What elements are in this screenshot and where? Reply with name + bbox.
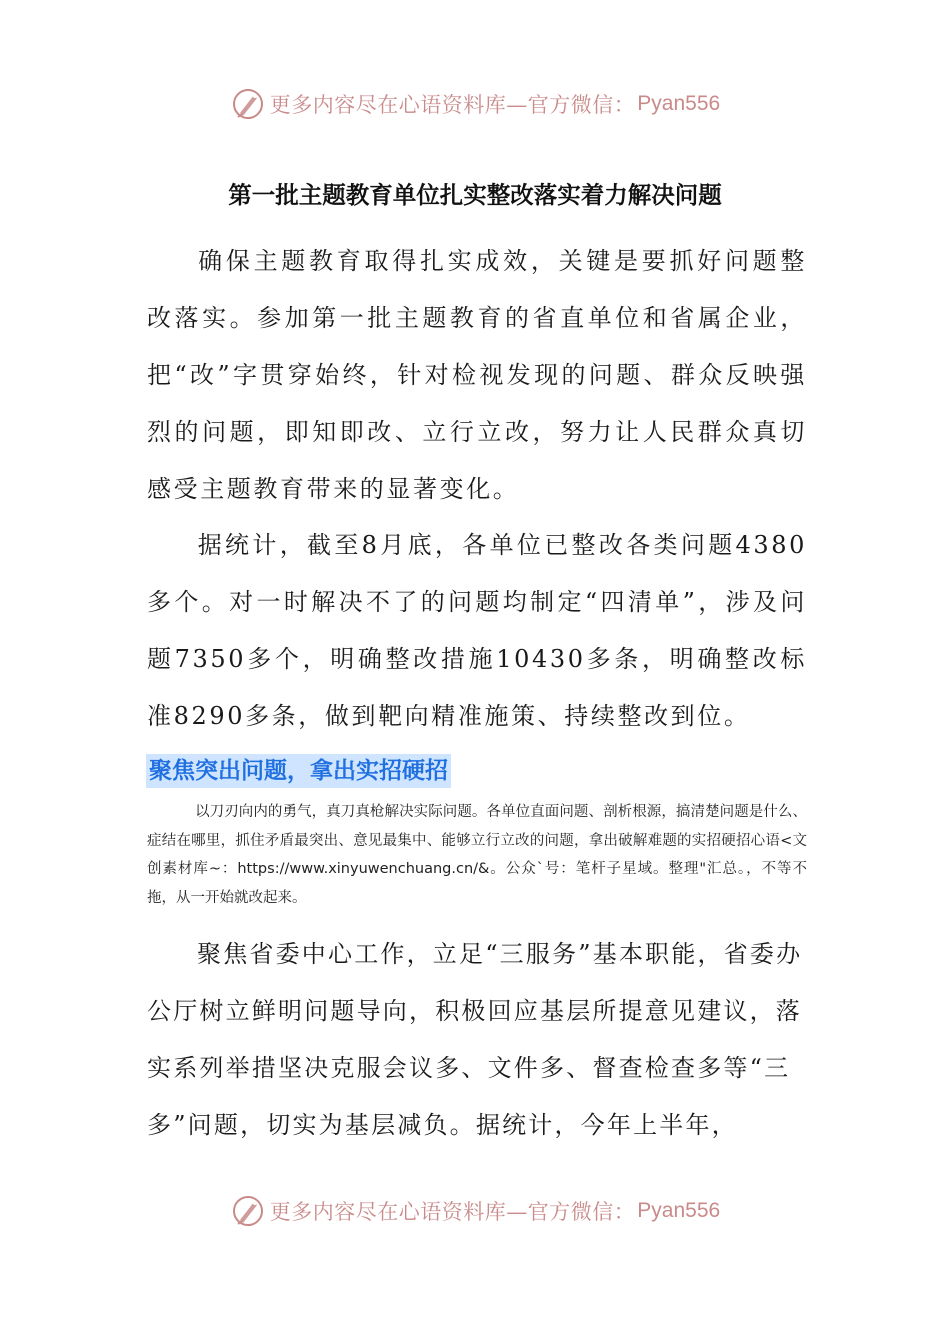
banner-text: 更多内容尽在心语资料库—官方微信：: [269, 93, 636, 117]
banner-wechat-handle: Pyan556: [637, 1199, 721, 1222]
paragraph-2-text: 据统计，截至8月底，各单位已整改各类问题4380多个。对一时解决不了的问题均制定“四清单”，涉及问题7350多个，明确整改措施10430多条，明确整改标准8290多条，做到靶向精准施策、持续整改到位。: [147, 531, 807, 730]
paragraph-4-text: 聚焦省委中心工作，立足“三服务”基本职能，省委办公厅树立鲜明问题导向，积极回应基层所提意见建议，落实系列举措坚决克服会议多、文件多、督查检查多等“三多”问题，切实为基层减负。据统计，今年上半年，: [147, 940, 803, 1139]
fountain-pen-logo-icon: [230, 86, 266, 122]
paragraph-1-text: 确保主题教育取得扎实成效，关键是要抓好问题整改落实。参加第一批主题教育的省直单位和省属企业，把“改”字贯穿始终，针对检视发现的问题、群众反映强烈的问题，即知即改、立行立改，努力让人民群众真切感受主题教育带来的显著变化。: [147, 247, 807, 503]
paragraph-2: [147, 517, 807, 745]
banner-text: 更多内容尽在心语资料库—官方微信：: [269, 1200, 636, 1224]
fountain-pen-logo-icon: [230, 1193, 266, 1229]
paragraph-3-text: 以刀刃向内的勇气，真刀真枪解决实际问题。各单位直面问题、剖析根源，搞清楚问题是什么、症结在哪里，抓住矛盾最突出、意见最集中、能够立行立改的问题，拿出破解难题的实招硬招心语<文创素材库~：https://www.xinyuwenchuang.cn/&。公众`号：笔杆子星域。整理"汇总。，不等不拖，从一开始就改起来。: [147, 804, 807, 906]
footer-watermark-banner: [0, 1191, 950, 1231]
banner-wechat-handle: Pyan556: [637, 92, 721, 115]
section-subheading: 聚焦突出问题，拿出实招硬招: [146, 754, 451, 788]
paragraph-1: [147, 233, 807, 518]
paragraph-3: [147, 798, 807, 912]
paragraph-4: [147, 926, 807, 1154]
document-title: 第一批主题教育单位扎实整改落实着力解决问题: [228, 181, 722, 209]
header-watermark-banner: [0, 84, 950, 124]
